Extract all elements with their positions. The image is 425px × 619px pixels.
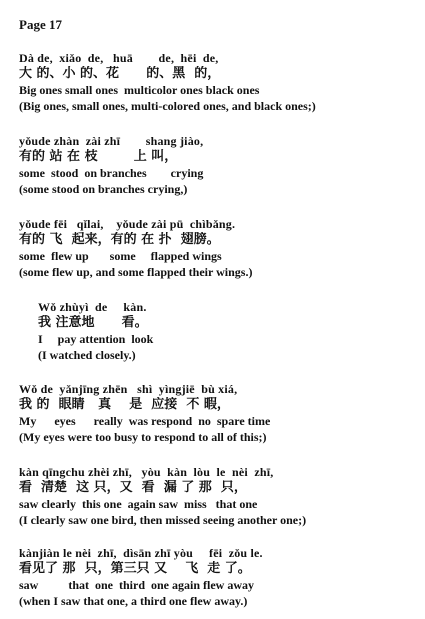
translation-line: (I clearly saw one bird, then missed seeing another one;): [19, 513, 307, 527]
translation-line: (Big ones, small ones, multi-colored ones, and black ones;): [19, 99, 316, 113]
hanzi-line: 有的 站 在 枝 上 叫，: [19, 149, 178, 164]
pinyin-line: kàn qīngchu zhèi zhī, yòu kàn lòu le nèi zhī,: [19, 465, 274, 479]
gloss-line: I pay attention look: [38, 332, 154, 346]
page-number: Page 17: [19, 17, 62, 32]
hanzi-line: 我 的 眼睛 真 是 应接 不 暇，: [19, 397, 230, 412]
translation-line: (some stood on branches crying,): [19, 182, 188, 196]
gloss-line: saw that one third one again flew away: [19, 578, 255, 592]
stanza-1: [19, 50, 419, 114]
translation-line: (My eyes were too busy to respond to all of this;): [19, 430, 267, 444]
stanza-5: [19, 381, 419, 445]
stanza-6: [19, 464, 419, 528]
hanzi-line: 我 注意地 看。: [38, 315, 148, 330]
hanzi-line: 看 清楚 这 只，又 看 漏 了 那 只，: [19, 480, 247, 495]
pinyin-line: yǒude zhàn zài zhī shang jiào,: [19, 134, 204, 148]
gloss-line: My eyes really was respond no spare time: [19, 414, 271, 428]
pinyin-line: Wǒ de yǎnjīng zhēn shì yìngjiē bù xiá,: [19, 382, 238, 396]
pinyin-line: Dà de, xiǎo de, huā de, hēi de,: [19, 51, 219, 65]
pinyin-line: kànjiàn le nèi zhī, dìsān zhī yòu fēi zǒu le.: [19, 546, 263, 560]
translation-line: (I watched closely.): [38, 348, 136, 362]
hanzi-line: 有的 飞 起来，有的 在 扑 翅膀。: [19, 232, 220, 247]
stanza-3: [19, 216, 419, 280]
pinyin-line: yǒude fēi qǐlai, yǒude zài pū chìbǎng.: [19, 217, 236, 231]
translation-line: (some flew up, and some flapped their wings.): [19, 265, 253, 279]
hanzi-line: 看见了 那 只，第三只 又 飞 走 了。: [19, 561, 251, 576]
stanza-2: [19, 133, 419, 197]
gloss-line: Big ones small ones multicolor ones black ones: [19, 83, 260, 97]
gloss-line: some stood on branches crying: [19, 166, 204, 180]
stanza-4: [38, 299, 425, 363]
hanzi-line: 大 的、小 的、花 的、黑 的，: [19, 66, 221, 81]
translation-line: (when I saw that one, a third one flew away.): [19, 594, 248, 608]
gloss-line: saw clearly this one again saw miss that one: [19, 497, 258, 511]
gloss-line: some flew up some flapped wings: [19, 249, 222, 263]
pinyin-line: Wǒ zhùyì de kàn.: [38, 300, 147, 314]
stanza-7: [19, 545, 419, 609]
